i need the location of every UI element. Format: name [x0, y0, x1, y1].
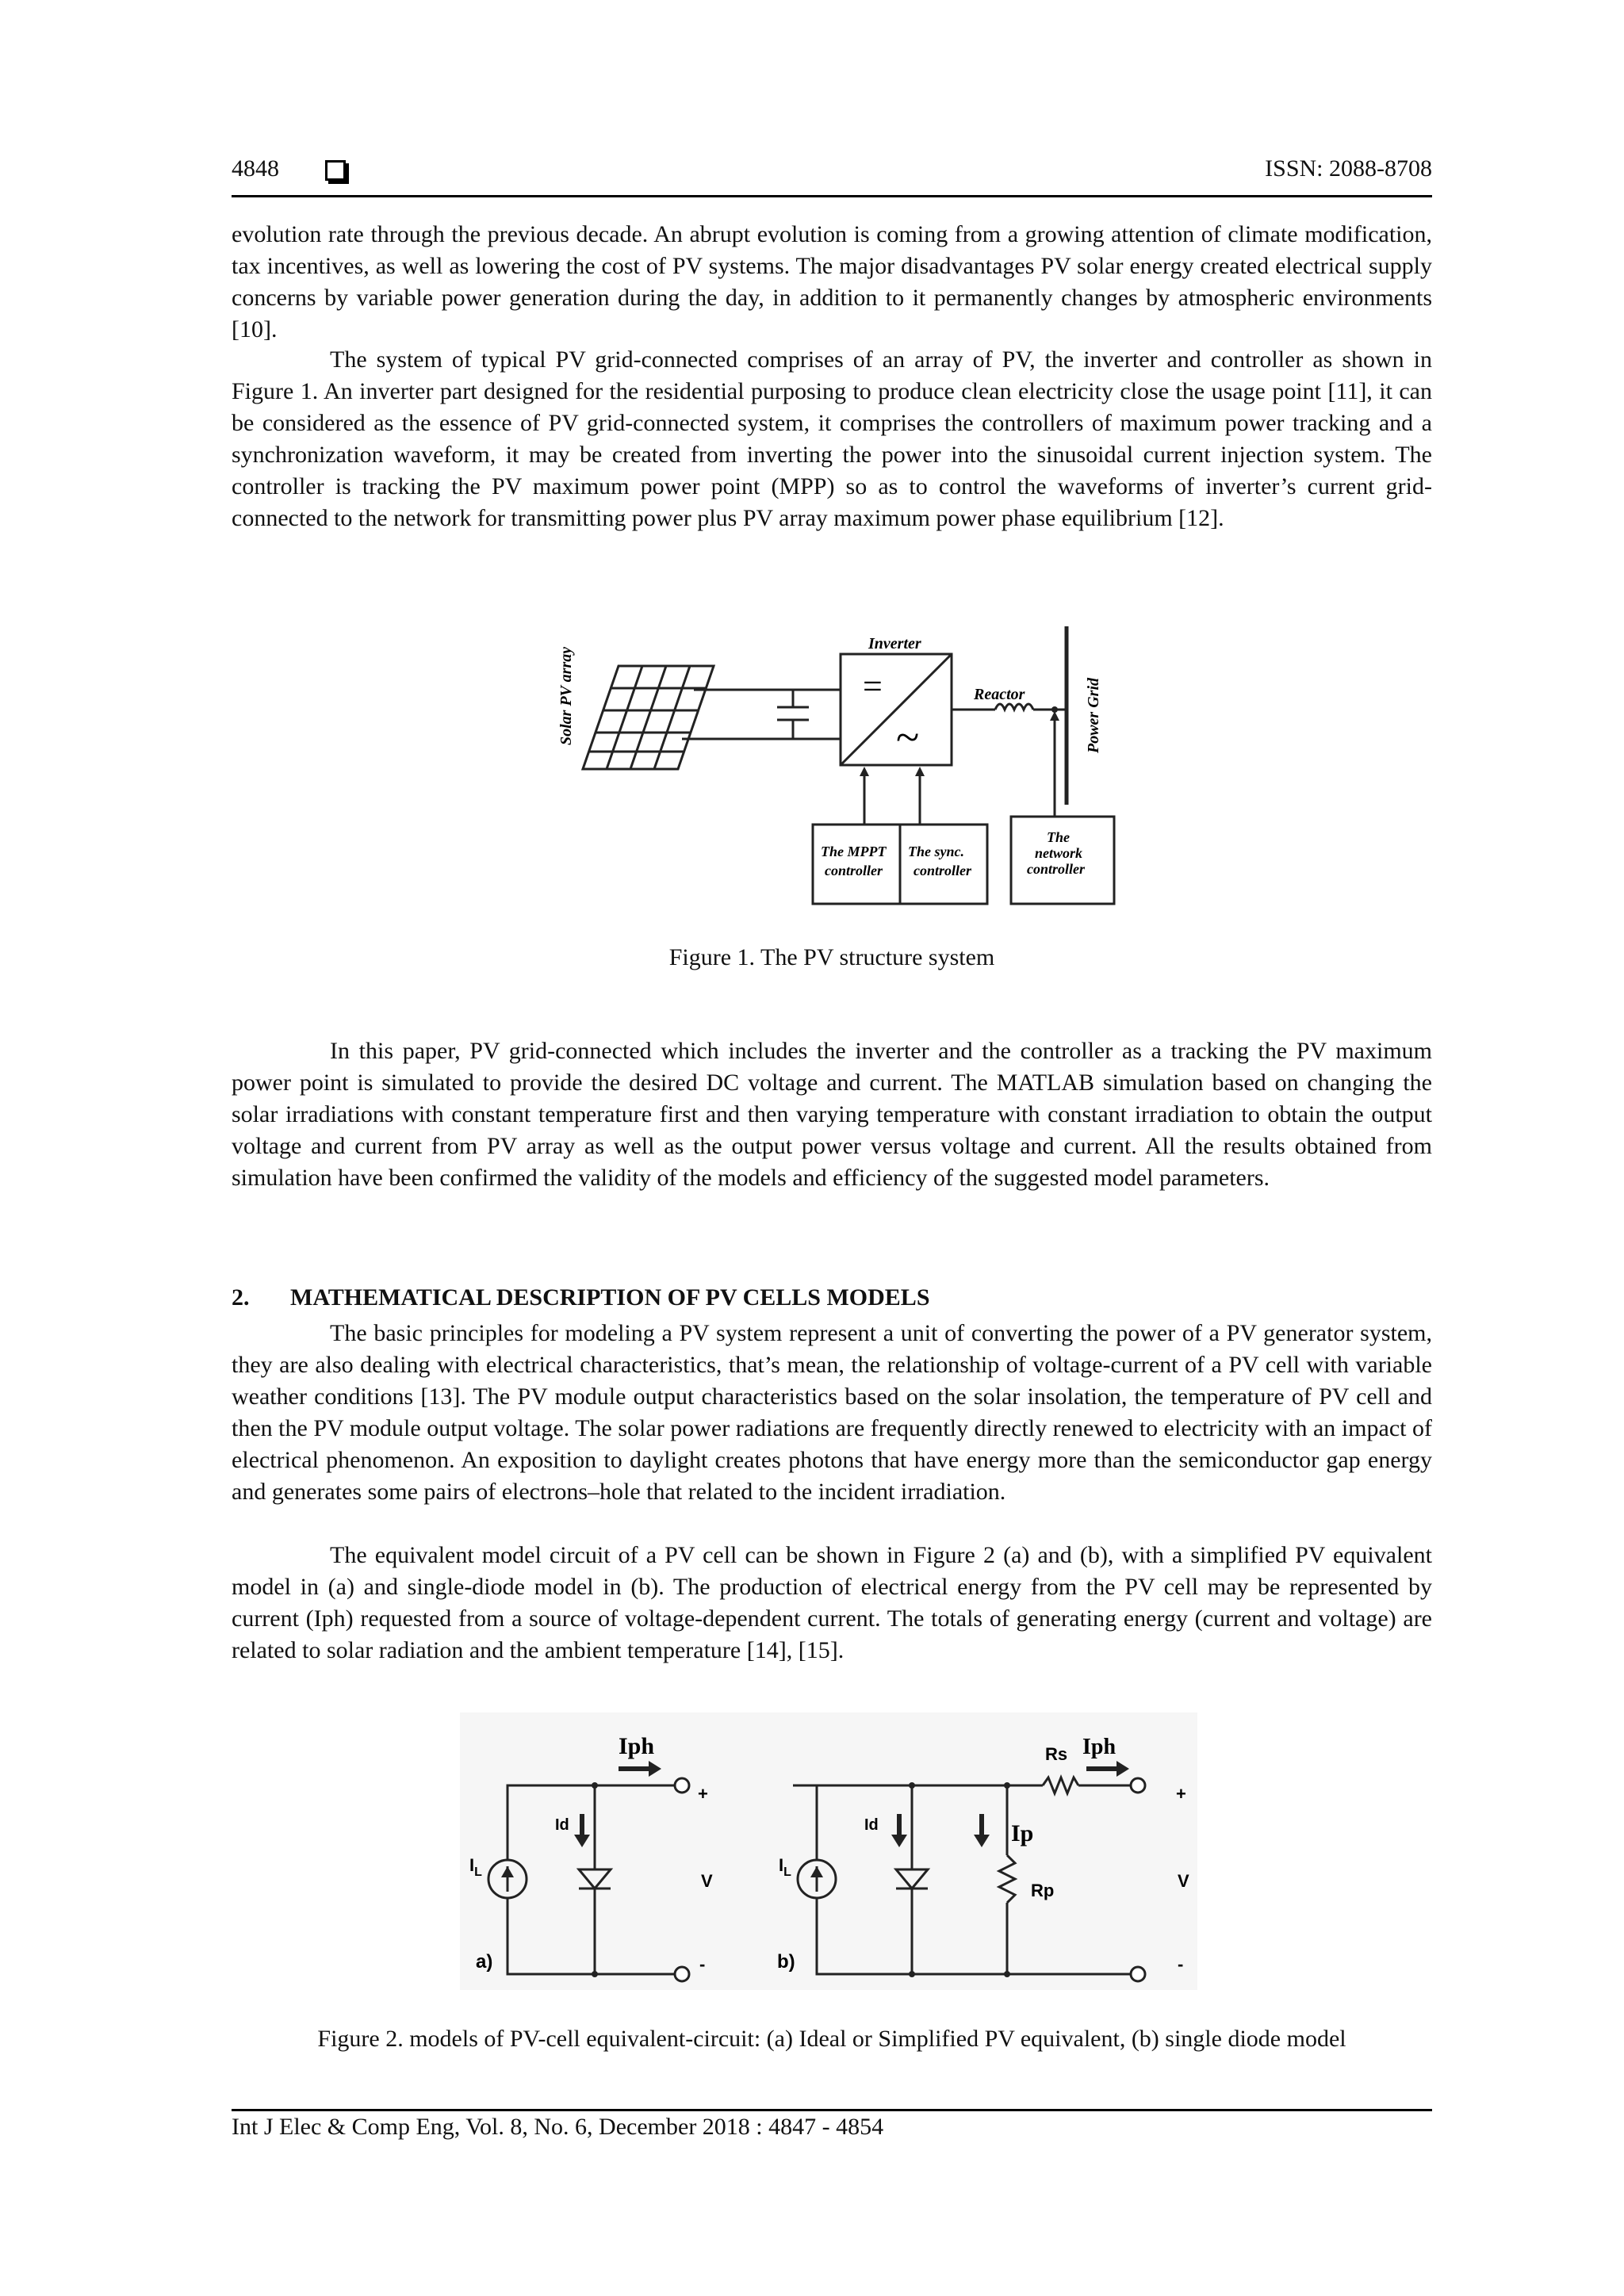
reactor-label: Reactor	[974, 686, 1025, 703]
figure-1-diagram	[547, 618, 1118, 912]
paragraph-3: In this paper, PV grid-connected which includes the inverter and the controller as a tracking the PV maximum power point is simulated to provide the desired DC voltage and current. The MATLAB simulation based on changing the solar irradiations with constant temperature first and then varying temperature with constant irradiation to obtain the output voltage and current from PV array as well as the output power versus voltage and current. All the results obtained from simulation have been confirmed the validity of the models and efficiency of the suggested model parameters.	[232, 1038, 1432, 1191]
ip-label: Ip	[1011, 1820, 1034, 1846]
footer-rule	[232, 2109, 1432, 2111]
net-label-3: controller	[1027, 861, 1086, 877]
footer-citation: Int J Elec & Comp Eng, Vol. 8, No. 6, December 2018 : 4847 - 4854	[232, 2114, 884, 2140]
paragraph-1: evolution rate through the previous decade. An abrupt evolution is coming from a growing attention of climate modification, tax incentives, as well as lowering the cost of PV systems. The major disadvantages PV solar energy created electrical supply concerns by variable power generation during the day, in addition to it permanently changes by atmospheric environments [10].	[232, 221, 1432, 342]
mppt-label-1: The MPPT	[821, 844, 887, 859]
rs-label: Rs	[1045, 1744, 1068, 1764]
ac-symbol: ~	[896, 714, 920, 761]
rp-label: Rp	[1031, 1881, 1055, 1900]
figure-2-caption: Figure 2. models of PV-cell equivalent-circuit: (a) Ideal or Simplified PV equivalent, (b) single diode model	[317, 2026, 1346, 2052]
v-label-a: V	[701, 1871, 713, 1891]
plus-label-b: +	[1176, 1784, 1186, 1804]
paragraph-4: The basic principles for modeling a PV system represent a unit of converting the power of a PV generator system, they are also dealing with electrical characteristics, that’s mean, the relationship of voltage-current of a PV cell with variable weather conditions [13]. The PV module output characteristics based on the solar insolation, the temperature of PV cell and then the PV module output voltage. The solar power radiations are frequently directly renewed to electricity with an impact of electrical phenomenon. An exposition to daylight creates photons that have energy more than the semiconductor gap energy and generates some pairs of electrons–hole that related to the incident irradiation.	[232, 1320, 1432, 1505]
net-label-2: network	[1035, 845, 1083, 861]
il-label-a: $I_L$	[469, 1855, 482, 1879]
section-heading	[232, 1284, 930, 1311]
v-label-b: V	[1178, 1871, 1189, 1891]
minus-label-a: -	[699, 1954, 706, 1974]
plus-label-a: +	[698, 1784, 708, 1804]
id-label-a: Id	[555, 1816, 569, 1834]
pv-array-label: Solar PV array	[557, 646, 575, 745]
label-b: b)	[777, 1951, 795, 1973]
grid-label: Power Grid	[1085, 678, 1102, 753]
minus-label-b: -	[1178, 1954, 1184, 1974]
page-number: 4848	[232, 155, 279, 182]
sync-label-2: controller	[914, 863, 972, 878]
figure-1-caption: Figure 1. The PV structure system	[668, 944, 995, 970]
sync-label-1: The sync.	[908, 844, 964, 859]
reactor-coil	[995, 704, 1033, 710]
id-label-b: Id	[864, 1816, 879, 1834]
dc-symbol: =	[863, 667, 883, 706]
terminal-b-plus	[1131, 1778, 1145, 1793]
net-label-1: The	[1047, 829, 1070, 845]
page-header	[232, 155, 1432, 197]
issn: ISSN: 2088-8708	[1265, 155, 1432, 182]
label-a: a)	[476, 1951, 493, 1973]
terminal-b-minus	[1131, 1967, 1145, 1981]
terminal-a-plus	[675, 1778, 689, 1793]
inverter-label: Inverter	[868, 635, 921, 652]
paragraph-5: The equivalent model circuit of a PV cell can be shown in Figure 2 (a) and (b), with a simplified PV equivalent model in (a) and single-diode model in (b). The production of electrical energy from the PV cell may be represented by current (Iph) requested from a source of voltage-dependent current. The totals of generating energy (current and voltage) are related to solar radiation and the ambient temperature [14], [15].	[232, 1542, 1432, 1663]
mppt-label-2: controller	[825, 863, 883, 878]
square-bullet-icon	[325, 160, 346, 181]
section-title: MATHEMATICAL DESCRIPTION OF PV CELLS MODELS	[290, 1284, 930, 1311]
section-number: 2.	[232, 1284, 250, 1311]
figure-2-diagram	[460, 1712, 1197, 1990]
iph-label-a: Iph	[619, 1733, 655, 1759]
terminal-a-minus	[675, 1967, 689, 1981]
paragraph-2: The system of typical PV grid-connected comprises of an array of PV, the inverter and controller as shown in Figure 1. An inverter part designed for the residential purposing to produce clean electricity close the usage point [11], it can be considered as the essence of PV grid-connected system, it comprises the controllers of maximum power tracking and a synchronization waveform, it may be created from inverting the power into the sinusoidal current injection system. The controller is tracking the PV maximum power point (MPP) so as to control the waveforms of inverter’s current grid-connected to the network for transmitting power plus PV array maximum power phase equilibrium [12].	[232, 346, 1432, 531]
il-label-b: $I_L$	[779, 1855, 791, 1879]
iph-label-b: Iph	[1082, 1735, 1116, 1759]
